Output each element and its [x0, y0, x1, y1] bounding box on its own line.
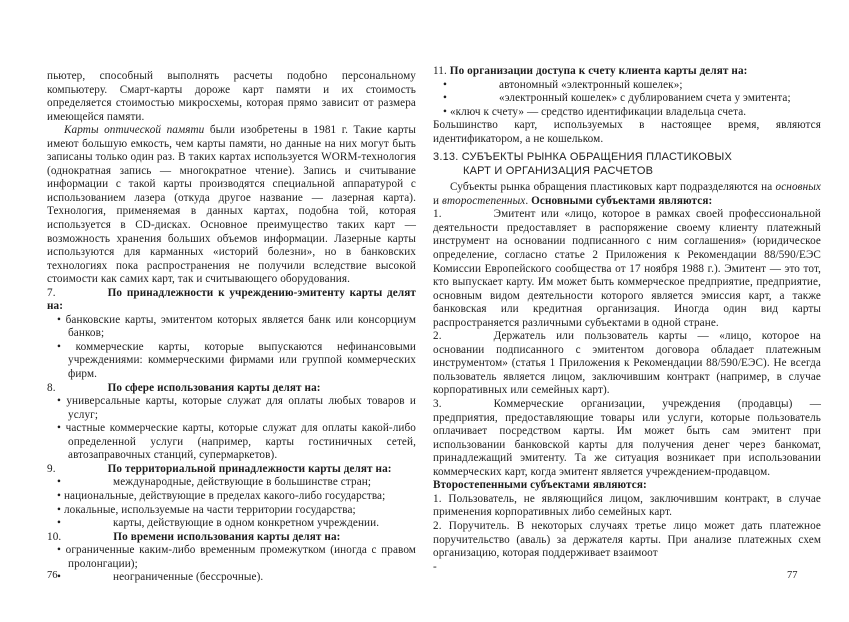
item-number: 9.: [47, 462, 56, 475]
item-number: 2.: [433, 519, 442, 532]
numbered-item: [433, 520, 821, 561]
page-content: [47, 70, 416, 585]
bullet-icon: •: [57, 544, 62, 557]
list-item-text: международные, действующие в большинстве стран;: [113, 476, 372, 489]
list-item-text: автономный «электронный кошелек»;: [499, 78, 683, 91]
list-item-text: частные коммерческие карты, которые служат для оплаты какой-либо определенной услуги (например, карты гостиничных сетей, автозаправочных станций, супермаркетов).: [65, 422, 416, 462]
bullet-icon: •: [443, 92, 448, 105]
section-heading-line: КАРТ И ОРГАНИЗАЦИЯ РАСЧЕТОВ: [463, 165, 654, 178]
list-item: [57, 544, 416, 571]
list-item: [47, 476, 416, 490]
item-number: 1.: [433, 208, 442, 221]
numbered-item: [47, 287, 416, 314]
numbered-item: [47, 531, 416, 545]
item-number: 7.: [47, 286, 56, 299]
item-number: 3.: [433, 398, 442, 411]
paragraph: Большинство карт, используемых в настоящее время, являются идентификатором, а не кошельком.: [433, 119, 821, 145]
paragraph: Второстепенными субъектами являются:: [433, 479, 647, 492]
item-number: 11.: [433, 65, 447, 77]
list-item-text: национальные, действующие в пределах какого-либо государства;: [63, 489, 386, 502]
numbered-item: [47, 382, 416, 396]
numbered-item: [433, 493, 821, 520]
list-item: [443, 106, 821, 120]
item-number: 10.: [47, 530, 62, 543]
paragraph: Карты оптической памяти были изобретены в 1981 г. Такие карты имеют большую емкость, чем карты памяти, но данные на них могут быть записаны только один раз. В таких картах используется WORM-технология (однократная запись — многократное чтение). Запись и считывание информации с такой карты производятся специальной аппаратурой с использованием лазера (откуда другое название — лазерная карта). Технология, применяемая в данных картах, подобна той, которая используется в CD-дисках. Основное преимущество таких карт — возможность хранения больших объемов информации. Лазерные карты используются для карманных «историй болезни», но в банковских технологиях пока распространения не получили вследствие высокой стоимости как самих карт, так и считывающего оборудования.: [47, 124, 416, 286]
numbered-item: [433, 330, 821, 398]
list-item-text: ограниченные каким-либо временным промежутком (иногда с правом пролонгации);: [65, 544, 416, 570]
section-heading: [433, 150, 821, 178]
list-item-text: коммерческие карты, которые выпускаются нефинансовыми учреждениями: коммерческими фирмами или группой коммерческих фирм.: [68, 340, 416, 381]
item-text: Поручитель. В некоторых случаях третье лицо может дать платежное поручительство (аваль) за держателя карты. При анализе платежных схем организацию, которая поддерживает взаимоот: [433, 519, 821, 560]
list-item-text: банковские карты, эмитентом которых является банк или консорциум банков;: [65, 313, 416, 340]
item-number: 1.: [433, 492, 442, 505]
list-item-text: неограниченные (бессрочные).: [113, 571, 264, 584]
item-text: По времени использования карты делят на:: [113, 530, 341, 543]
item-text: Эмитент или «лицо, которое в рамках своей профессиональной деятельности предоставляет в распоряжение своему клиенту платежный инструмент на основании подписанного с ним соглашения» (юридическое определение, согласно статье 2 Приложения к Рекомендации 88/590/ЕЭС Комиссии Европейского сообщества от 17 ноября 1988 г.). Эмитент — это тот, кто выпускает карту. Им может быть коммерческое предприятие, предприятие, основным видом деятельности которого является эмиссия карт, а также банковская или кредитная организация. Иногда один вид карты распространяется различными субъектами в одной стране.: [433, 208, 821, 329]
numbered-item: [47, 463, 416, 477]
list-item-text: локальные, используемые на части территории государства;: [63, 503, 356, 516]
page-content: [433, 65, 821, 574]
bullet-icon: •: [443, 105, 448, 118]
list-item-text: универсальные карты, которые служат для оплаты любых товаров и услуг;: [66, 395, 416, 421]
item-text: По принадлежности к учреждению-эмитенту карты делят на:: [47, 286, 416, 313]
bullet-icon: •: [57, 489, 62, 502]
numbered-item: [433, 208, 821, 330]
list-item-text: «ключ к счету» — средство идентификации владельца счета.: [449, 105, 747, 118]
list-item-text: карты, действующие в одном конкретном учреждении.: [113, 517, 380, 530]
list-item: [433, 92, 821, 106]
item-number: 8.: [47, 381, 56, 394]
numbered-item: [433, 65, 821, 79]
item-text: Пользователь, не являющийся лицом, заключившим контракт, в случае применения корпоративных либо семейных карт.: [433, 492, 821, 519]
item-text: По территориальной принадлежности карты делят на:: [107, 462, 392, 475]
section-heading-line: 3.13. СУБЪЕКТЫ РЫНКА ОБРАЩЕНИЯ ПЛАСТИКОВЫХ: [433, 151, 733, 164]
paragraph: -: [433, 560, 437, 573]
list-item-text: «электронный кошелек» с дублированием счета у эмитента;: [499, 92, 791, 105]
numbered-item: [433, 398, 821, 479]
paragraph: Субъекты рынка обращения пластиковых карт подразделяются на основных и второстепенных. Основными субъектами являются:: [433, 181, 821, 207]
list-item: [57, 314, 416, 341]
item-number: 2.: [433, 330, 442, 343]
bullet-icon: •: [57, 313, 62, 326]
item-text: Держатель или пользователь карты — «лицо, которое на основании подписанного с эмитентом договора обладает платежным инструментом» (статья 1 Приложения к Рекомендации 88/590/ЕЭС). Не всегда пользователь является лицом, заключившим контракт (например, в случае корпоративных или семейных карт).: [433, 330, 821, 397]
bullet-icon: •: [57, 340, 62, 353]
bullet-icon: •: [57, 422, 62, 435]
bullet-icon: •: [57, 395, 62, 408]
bullet-icon: •: [57, 517, 62, 530]
item-text: Коммерческие организации, учреждения (продавцы) — предприятия, предоставляющие товары или услуги, которые пользователь оплачивает посредством карты. Им может быть сам эмитент при использовании банковской карты для получения денег через банкомат, принадлежащий эмитенту. Та же ситуация возникает при использовании коммерческих карт, когда эмитент является учреждением-продавцом.: [433, 398, 821, 478]
item-text: По сфере использования карты делят на:: [107, 381, 321, 394]
bullet-icon: •: [57, 571, 62, 584]
list-item: [57, 504, 416, 518]
list-item: [57, 341, 416, 382]
list-item: [433, 79, 821, 93]
page-number: 76: [47, 570, 58, 581]
bullet-icon: •: [57, 476, 62, 489]
item-text: По организации доступа к счету клиента карты делят на:: [449, 65, 748, 77]
paragraph: пьютер, способный выполнять расчеты подобно персональному компьютеру. Смарт-карты дороже карт памяти и их стоимость определяется стоимостью микросхемы, которая прямо зависит от размера имеющейся памяти.: [47, 70, 416, 123]
bullet-icon: •: [57, 503, 62, 516]
list-item: [47, 517, 416, 531]
list-item: [57, 395, 416, 422]
page-number: 77: [787, 570, 798, 581]
list-item: [57, 490, 416, 504]
list-item: [47, 571, 416, 585]
list-item: [57, 422, 416, 463]
bullet-icon: •: [443, 78, 448, 91]
